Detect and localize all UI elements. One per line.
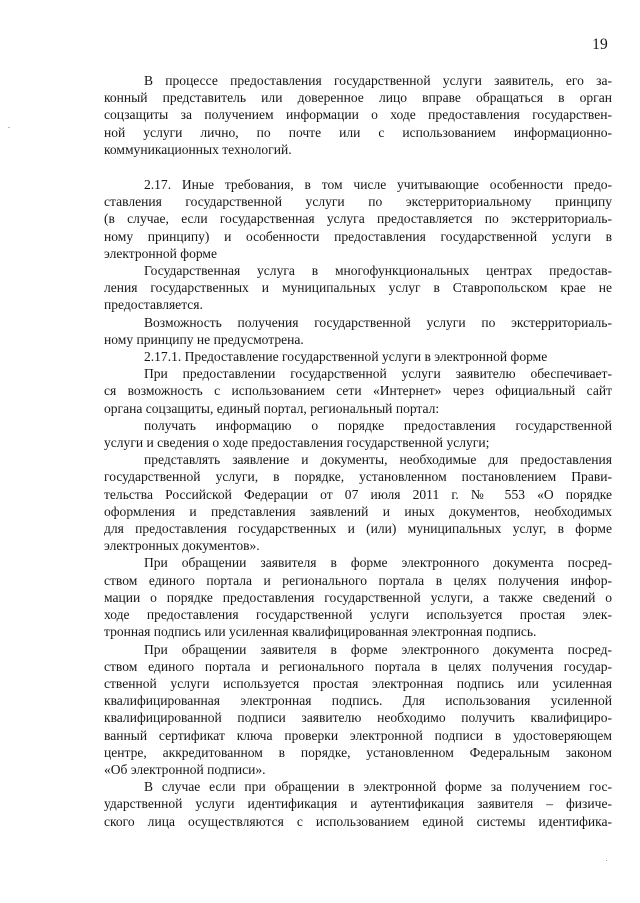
text-line: Возможность получения государственной услуги по экстерриториаль- [144, 314, 612, 330]
paragraph-internet-access [104, 365, 612, 417]
text-line: электронных документов». [104, 538, 260, 554]
paragraph-simple-signature [104, 554, 612, 640]
text-line: ставления государственной услуги по экстерриториальному принципу [104, 194, 612, 210]
text-line: 2.17.1. Предоставление государственной услуги в электронной форме [144, 349, 548, 365]
text-line: 2.17. Иные требования, в том числе учитывающие особенности предо- [144, 177, 612, 193]
text-line: тельства Российской Федерации от 07 июля 2011 г. № 553 «О порядке [104, 486, 612, 502]
text-line: оформления и представления заявлений и иных документов, необходимых [104, 503, 612, 519]
text-line: тронная подпись или усиленная квалифицированная электронная подпись. [104, 624, 537, 640]
text-line: соцзащиты за получением информации о ходе предоставления государствен- [104, 107, 612, 123]
text-line: для предоставления государственных и (или) муниципальных услуг, в форме [104, 521, 612, 537]
text-line: ходе предоставления государственной услуги используется простая элек- [104, 607, 612, 623]
text-line: ной услуги лично, по почте или с использованием информационно- [104, 124, 612, 140]
text-line: (в случае, если государственная услуга предоставляется по экстерриториаль- [104, 211, 612, 227]
text-line: ления государственных и муниципальных услуг в Ставропольском крае не [104, 280, 612, 296]
text-line: государственной услуги, в порядке, установленном постановлением Прави- [104, 469, 612, 485]
paragraph-submit-documents [104, 451, 612, 554]
text-line: ственной услуги используется простая электронная подпись или усиленная [104, 675, 612, 691]
text-line: услуги и сведения о ходе предоставления государственной услуги; [104, 435, 490, 451]
document-body [104, 72, 612, 830]
text-line: предоставляется. [104, 297, 203, 313]
paragraph-mfc [104, 262, 612, 314]
paragraph-exterritorial [104, 314, 612, 348]
section-2-17-heading [104, 176, 612, 262]
paragraph-identification [104, 778, 612, 830]
text-line: При обращении заявителя в форме электронного документа посред- [144, 641, 612, 657]
text-line: В процессе предоставления государственной услуги заявитель, его за- [144, 73, 612, 88]
text-line: Государственная услуга в многофункциональных центрах предостав- [144, 263, 612, 279]
paragraph-gap [104, 158, 612, 176]
paragraph-get-info [104, 417, 612, 451]
text-line: квалифицированная электронная подпись. Для использования усиленной [104, 693, 612, 709]
text-line: В случае если при обращении в электронной форме за получением гос- [144, 779, 612, 795]
scan-speck [8, 127, 10, 128]
text-line: При обращении заявителя в форме электронного документа посред- [144, 555, 612, 571]
paragraph-qualified-signature [104, 641, 612, 779]
text-line: органа соцзащиты, единый портал, региональный портал: [104, 400, 440, 416]
section-2-17-1-heading [104, 348, 612, 365]
text-line: коммуникационных технологий. [104, 141, 292, 157]
text-line: мации о порядке предоставления государственной услуги, а также сведений о [104, 589, 612, 605]
text-line: квалифицированной подписи заявителю необходимо получить квалифициро- [104, 710, 612, 726]
text-line: «Об электронной подписи». [104, 761, 266, 777]
text-line: конный представитель или доверенное лицо вправе обращаться в орган [104, 90, 612, 106]
text-line: ному принципу) и особенности предоставления государственной услуги в [104, 228, 612, 244]
text-line: При предоставлении государственной услуги заявителю обеспечивает- [144, 366, 612, 382]
text-line: электронной форме [104, 245, 217, 261]
paragraph-1 [104, 72, 612, 158]
text-line: ством единого портала и регионального портала в целях получения инфор- [104, 572, 612, 588]
text-line: ванный сертификат ключа проверки электронной подписи в удостоверяющем [104, 727, 612, 743]
text-line: центре, аккредитованном в порядке, установленном Федеральным законом [104, 744, 612, 760]
text-line: представлять заявление и документы, необходимые для предоставления [144, 452, 612, 468]
scan-speck [606, 860, 607, 861]
text-line: получать информацию о порядке предоставления государственной [144, 417, 612, 433]
text-line: ся возможность с использованием сети «Интернет» через официальный сайт [104, 383, 612, 399]
text-line: ному принципу не предусмотрена. [104, 331, 304, 347]
text-line: ударственной услуги идентификация и аутентификация заявителя – физиче- [104, 796, 612, 812]
text-line: ского лица осуществляются с использованием единой системы идентифика- [104, 813, 612, 829]
text-line: ством единого портала и регионального портала в целях получения государ- [104, 658, 612, 674]
page-number: 19 [592, 36, 608, 53]
